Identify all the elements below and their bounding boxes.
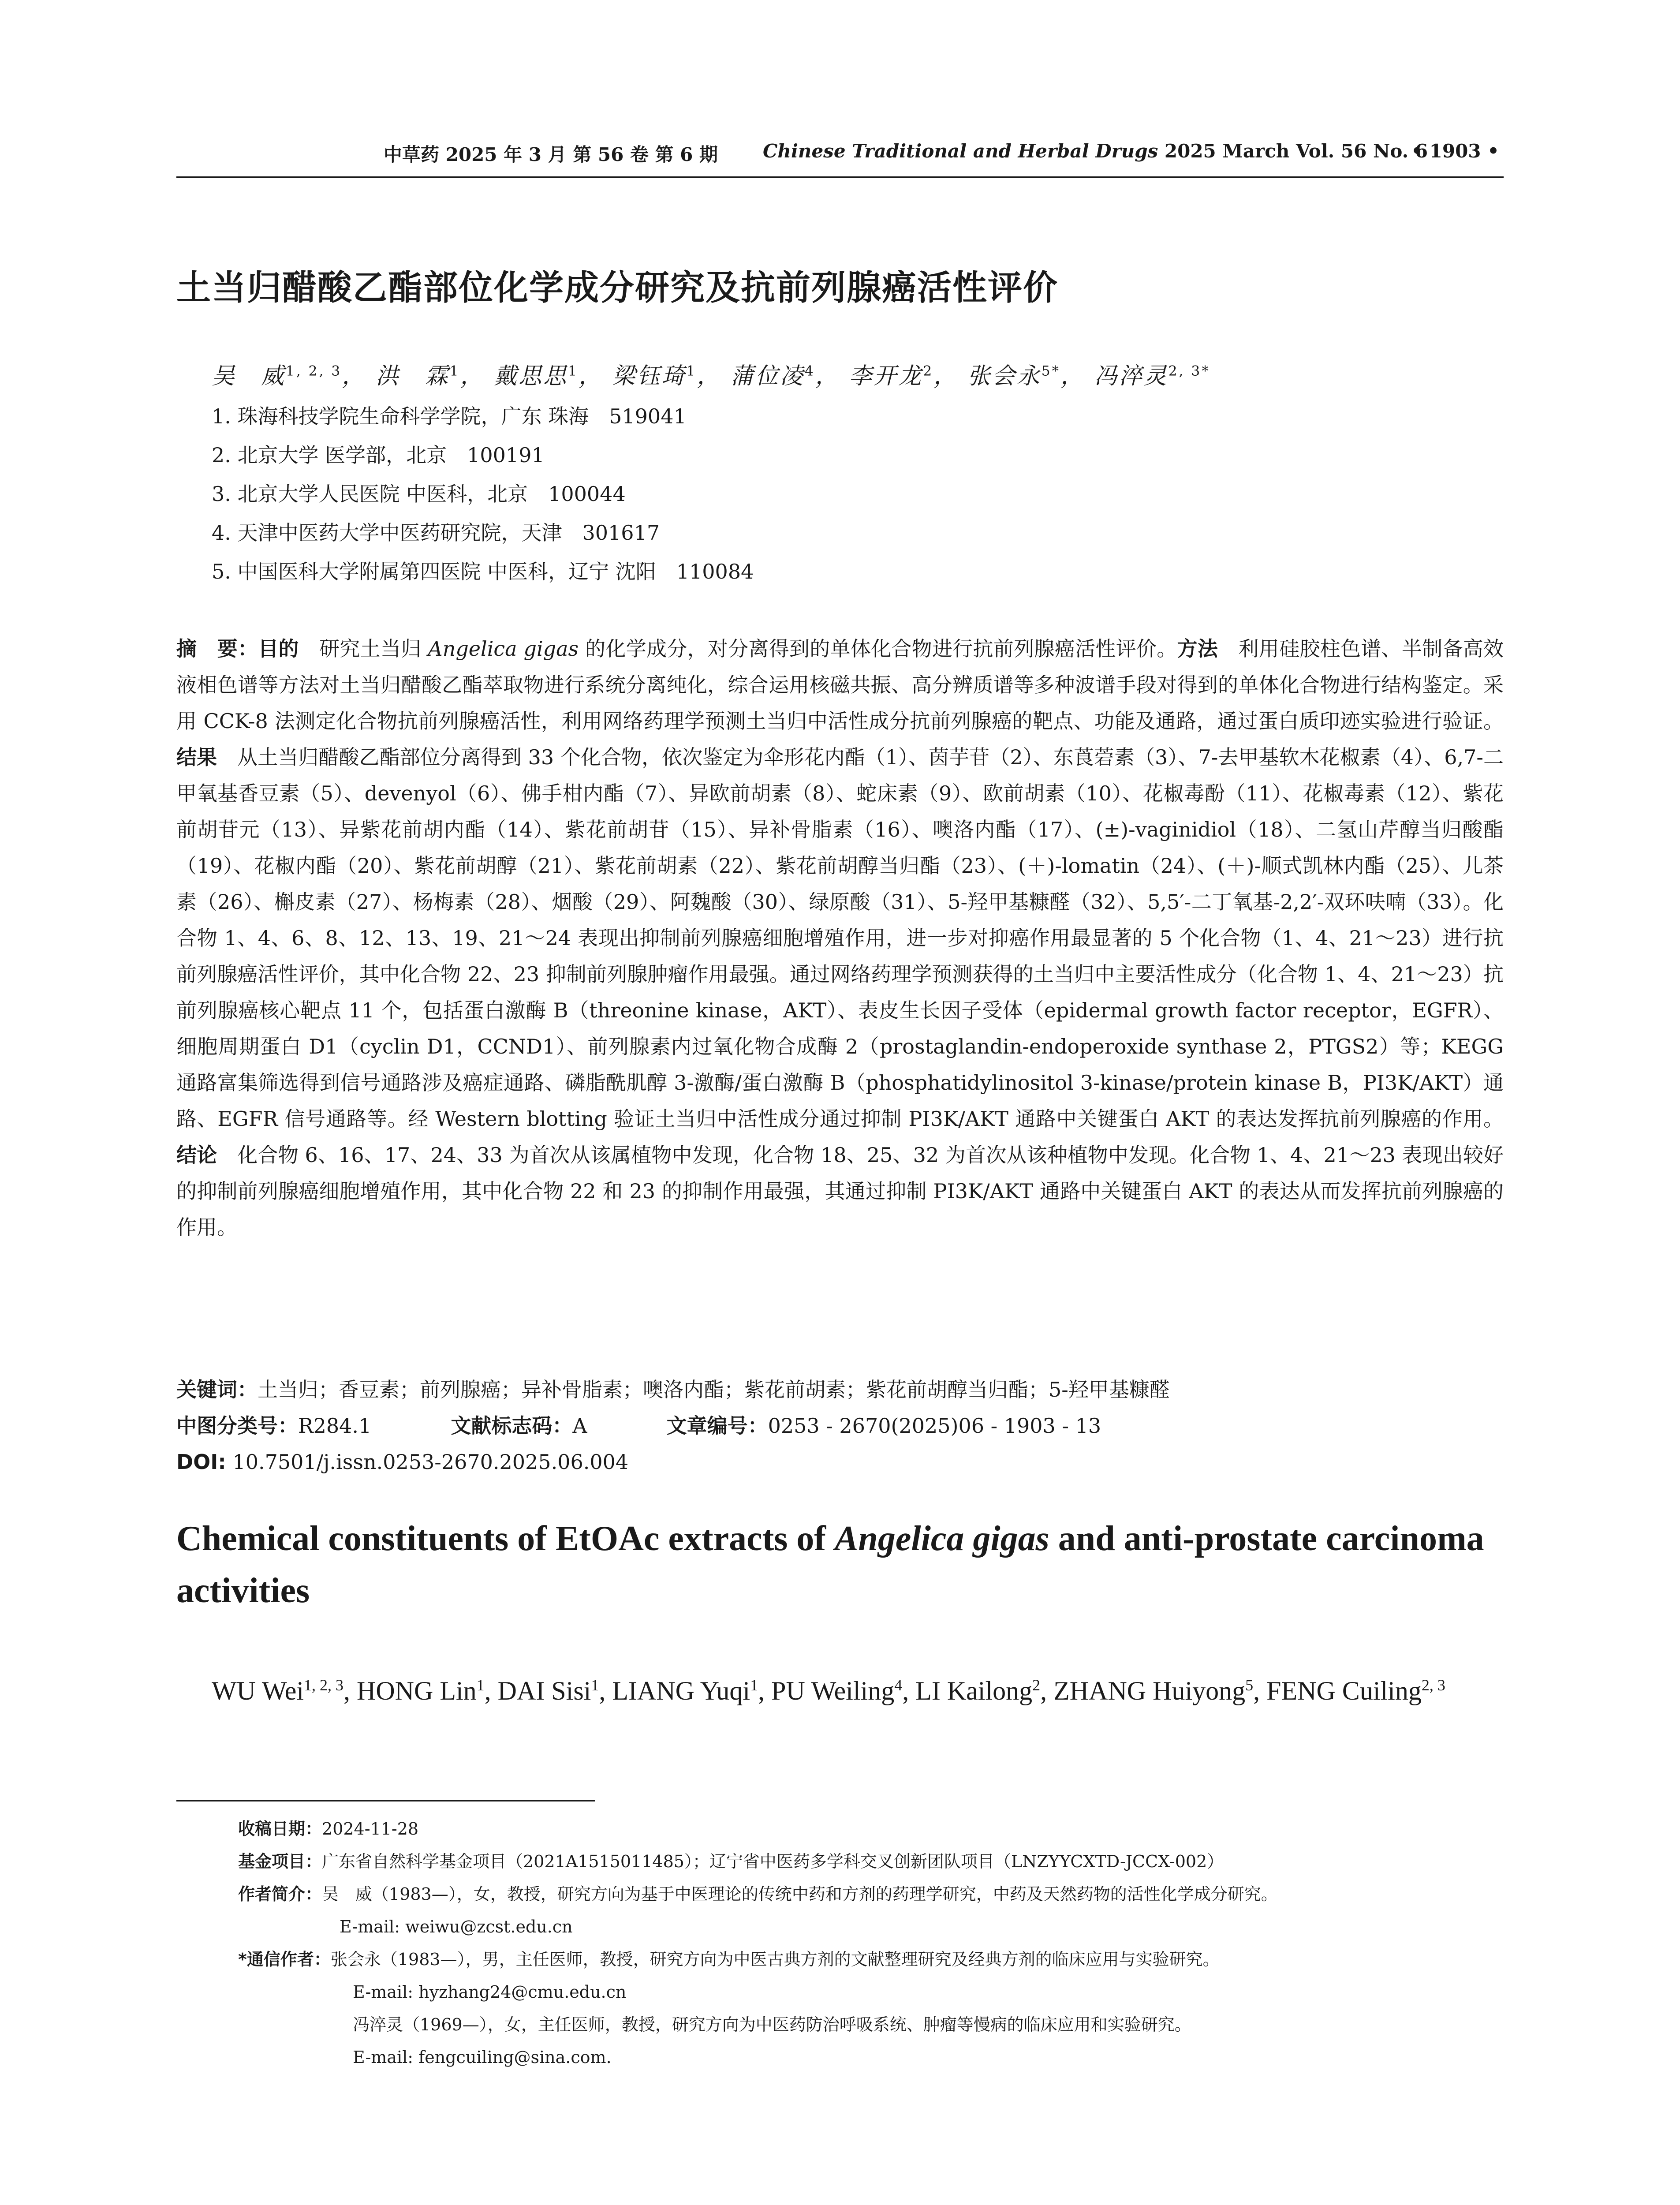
conclusion-text: 化合物 6、16、17、24、33 为首次从该属植物中发现，化合物 18、25、32 为首次从该种植物中发现。化合物 1、4、21～23 表现出较好的抑制前列腺癌细胞增殖作用，其中化合物 22 和 23 的抑制作用最强，其通过抑制 PI3K/AKT 通路中关键蛋白 AKT 的表达从而发挥抗前列腺癌的作用。 xyxy=(176,1143,1504,1239)
document-code: 文献标志码：A xyxy=(451,1414,587,1438)
keywords-text: 土当归；香豆素；前列腺癌；异补骨脂素；噢洛内酯；紫花前胡素；紫花前胡醇当归酯；5-羟甲基糠醛 xyxy=(258,1378,1170,1401)
footnote-corresponding: *通信作者：张会永（1983—），男，主任医师，教授，研究方向为中医古典方剂的文献整理研究及经典方剂的临床应用与实验研究。 xyxy=(238,1950,1220,1969)
footnote-received: 收稿日期：2024-11-28 xyxy=(238,1819,419,1839)
footnote-corr2-email[interactable]: E-mail: fengcuiling@sina.com. xyxy=(353,2048,612,2067)
abstract-label: 摘 要： xyxy=(176,637,258,661)
author-en: DAI Sisi$^1$ xyxy=(497,1676,599,1705)
footnote-corr1-email[interactable]: E-mail: hyzhang24@cmu.edu.cn xyxy=(353,1982,627,2002)
affiliation: 3. 北京大学人民医院 中医科，北京 100044 xyxy=(212,482,626,506)
author-cn: 蒲位凌$^4$ xyxy=(730,363,815,389)
results-label: 结果 xyxy=(176,745,217,769)
author-cn: 洪 霖$^1$ xyxy=(375,363,460,389)
footnote-corr2: 冯淬灵（1969—），女，主任医师，教授，研究方向为中医药防治呼吸系统、肿瘤等慢病的临床应用和实验研究。 xyxy=(353,2015,1191,2034)
latin-name-en: Angelica gigas xyxy=(835,1519,1049,1558)
author-en: FENG Cuiling$^{2, 3}$ xyxy=(1266,1676,1445,1705)
author-cn: 李开龙$^2$ xyxy=(849,363,934,389)
doi-line xyxy=(176,1444,1504,1480)
journal-cn-info: 中草药 2025 年 3 月 第 56 卷 第 6 期 xyxy=(384,144,718,165)
author-en: ZHANG Huiyong$^5$ xyxy=(1053,1676,1254,1705)
author-en: LI Kailong$^2$ xyxy=(915,1676,1041,1705)
affiliation: 4. 天津中医药大学中医药研究院，天津 301617 xyxy=(212,521,660,545)
affiliation: 2. 北京大学 医学部，北京 100191 xyxy=(212,443,545,467)
journal-en-name: Chinese Traditional and Herbal Drugs xyxy=(763,140,1158,162)
results-text: 从土当归醋酸乙酯部位分离得到 33 个化合物，依次鉴定为伞形花内酯（1）、茵芋苷（2）、东莨菪素（3）、7-去甲基软木花椒素（4）、6,7-二甲氧基香豆素（5）、devenyol（6）、佛手柑内酯（7）、异欧前胡素（8）、蛇床素（9）、欧前胡素（10）、花椒毒酚（11）、花椒毒素（12）、紫花前胡苷元（13）、异紫花前胡内酯（14）、紫花前胡苷（15）、异补骨脂素（16）、噢洛内酯（17）、(±)-vaginidiol（18）、二氢山芹醇当归酸酯（19）、花椒内酯（20）、紫花前胡醇（21）、紫花前胡素（22）、紫花前胡醇当归酯（23）、(＋)-lomatin（24）、(＋)-顺式凯林内酯（25）、儿茶素（26）、槲皮素（27）、杨梅素（28）、烟酸（29）、阿魏酸（30）、绿原酸（31）、5-羟甲基糠醛（32）、5,5′-二丁氧基-2,2′-双环呋喃（33）。化合物 1、4、6、8、12、13、19、21～24 表现出抑制前列腺癌细胞增殖作用，进一步对抑癌作用最显著的 5 个化合物（1、4、21～23）进行抗前列腺癌活性评价，其中化合物 22、23 抑制前列腺肿瘤作用最强。通过网络药理学预测获得的土当归中主要活性成分（化合物 1、4、21～23）抗前列腺癌核心靶点 11 个，包括蛋白激酶 B（threonine kinase，AKT）、表皮生长因子受体（epidermal growth factor receptor，EGFR）、细胞周期蛋白 D1（cyclin D1，CCND1）、前列腺素内过氧化物合成酶 2（prostaglandin-endoperoxide synthase 2，PTGS2）等；KEGG 通路富集筛选得到信号通路涉及癌症通路、磷脂酰肌醇 3-激酶/蛋白激酶 B（phosphatidylinositol 3-kinase/protein kinase B，PI3K/AKT）通路、EGFR 信号通路等。经 Western blotting 验证土当归中活性成分通过抑制 PI3K/AKT 通路中关键蛋白 AKT 的表达发挥抗前列腺癌的作用。 xyxy=(176,745,1504,1131)
doi-label: DOI: xyxy=(176,1450,226,1474)
methods-text: 利用硅胶柱色谱、半制备高效液相色谱等方法对土当归醋酸乙酯萃取物进行系统分离纯化，综合运用核磁共振、高分辨质谱等多种波谱手段对得到的单体化合物进行结构鉴定。采用 CCK-8 法测定化合物抗前列腺癌活性，利用网络药理学预测土当归中活性成分抗前列腺癌的靶点、功能及通路，通过蛋白质印迹实验进行验证。 xyxy=(176,637,1504,733)
author-en: LIANG Yuqi$^1$ xyxy=(612,1676,758,1705)
author-list-cn: 吴 威$^{1, 2, 3}$， 洪 霖$^1$， 戴思思$^1$， 梁钰琦$^1$， 蒲位凌$^4$， 李开龙$^2$， 张会永$^{5*}$， 冯淬灵$^{2, 3*}$ xyxy=(212,363,1210,389)
footnote-author-email[interactable]: E-mail: weiwu@zcst.edu.cn xyxy=(340,1917,573,1936)
author-en: WU Wei$^{1, 2, 3}$ xyxy=(212,1676,344,1705)
affiliation: 1. 珠海科技学院生命科学学院，广东 珠海 519041 xyxy=(212,404,687,428)
abstract-cn xyxy=(176,631,1504,1245)
header-rule xyxy=(176,176,1504,178)
methods-label: 方法 xyxy=(1177,637,1218,661)
objective-text-b: 的化学成分，对分离得到的单体化合物进行抗前列腺癌活性评价。 xyxy=(579,637,1177,661)
objective-label: 目的 xyxy=(258,637,299,661)
author-cn: 梁钰琦$^1$ xyxy=(612,363,697,389)
classification-line xyxy=(176,1408,1504,1444)
author-cn: 戴思思$^1$ xyxy=(494,363,579,389)
clc-number: 中图分类号：R284.1 xyxy=(176,1414,372,1438)
author-cn: 冯淬灵$^{2, 3*}$ xyxy=(1094,363,1210,389)
affiliation-list xyxy=(212,397,1490,591)
footnote-rule xyxy=(176,1800,595,1801)
author-list-en: WU Wei$^{1, 2, 3}$, HONG Lin$^1$, DAI Sisi$^1$, LIANG Yuqi$^1$, PU Weiling$^4$, LI Kailong$^2$, ZHANG Huiyong$^5$, FENG Cuiling$^{2, 3}$ xyxy=(212,1676,1445,1705)
author-cn: 吴 威$^{1, 2, 3}$ xyxy=(212,363,342,389)
latin-name: Angelica gigas xyxy=(428,637,579,661)
author-cn: 张会永$^{5*}$ xyxy=(967,363,1061,389)
conclusion-label: 结论 xyxy=(176,1143,217,1167)
affiliation: 5. 中国医科大学附属第四医院 中医科，辽宁 沈阳 110084 xyxy=(212,560,754,583)
author-en: PU Weiling$^4$ xyxy=(771,1676,903,1705)
article-number: 文章编号：0253 - 2670(2025)06 - 1903 - 13 xyxy=(666,1414,1101,1438)
paper-title-cn: 土当归醋酸乙酯部位化学成分研究及抗前列腺癌活性评价 xyxy=(176,268,1059,308)
journal-en-info xyxy=(763,140,1428,162)
author-en: HONG Lin$^1$ xyxy=(357,1676,485,1705)
page-number: • 1903 • xyxy=(1411,140,1499,162)
objective-text-a: 研究土当归 xyxy=(299,637,428,661)
journal-en-issue: 2025 March Vol. 56 No. 6 xyxy=(1158,140,1428,162)
paper-title-en: Chemical constituents of EtOAc extracts of Angelica gigas and anti-prostate carcinoma activities xyxy=(176,1519,1484,1610)
footnote-fund: 基金项目：广东省自然科学基金项目（2021A1515011485）；辽宁省中医药多学科交叉创新团队项目（LNZYYCXTD-JCCX-002） xyxy=(238,1852,1224,1871)
keywords-line xyxy=(176,1372,1504,1408)
footnote-author-bio: 作者简介：吴 威（1983—），女，教授，研究方向为基于中医理论的传统中药和方剂的药理学研究，中药及天然药物的活性化学成分研究。 xyxy=(238,1884,1278,1904)
doi-value[interactable]: 10.7501/j.issn.0253-2670.2025.06.004 xyxy=(226,1450,629,1474)
keywords-label: 关键词： xyxy=(176,1378,258,1401)
